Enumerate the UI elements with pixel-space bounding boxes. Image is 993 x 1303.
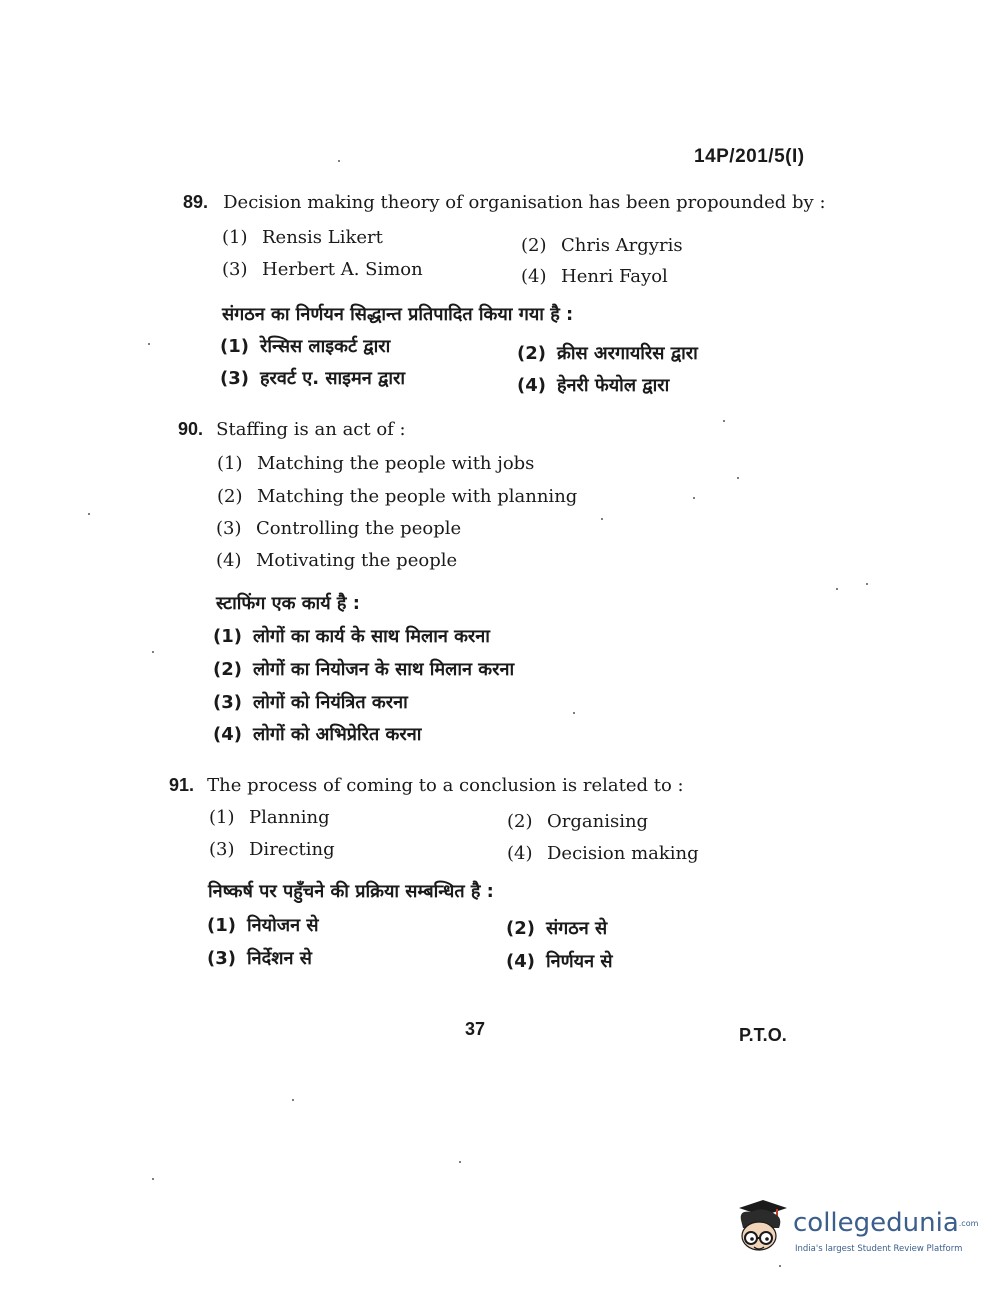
- question-number: 90.: [178, 419, 204, 439]
- hindi-question-text: संगठन का निर्णयन सिद्धान्त प्रतिपादित किया गया है :: [222, 304, 574, 325]
- hindi-option-3: (3) लोगों को नियंत्रित करना: [213, 692, 408, 713]
- option-1: (1) Planning: [209, 807, 330, 828]
- option-4: (4) Decision making: [507, 843, 699, 864]
- hindi-option-4: (4) निर्णयन से: [506, 951, 613, 972]
- question-text: Decision making theory of organisation has been propounded by :: [223, 192, 826, 213]
- option-3: (3) Directing: [209, 839, 335, 860]
- option-3: (3) Controlling the people: [216, 518, 462, 539]
- question-number: 89.: [183, 192, 209, 212]
- student-mascot-icon: [733, 1198, 791, 1258]
- logo-name: collegedunia: [793, 1208, 959, 1238]
- question-text: The process of coming to a conclusion is related to :: [207, 775, 684, 796]
- hindi-option-3: (3) हरवर्ट ए. साइमन द्वारा: [220, 368, 406, 389]
- hindi-option-2: (2) क्रीस अरगायरिस द्वारा: [517, 343, 698, 364]
- hindi-option-2: (2) संगठन से: [506, 918, 608, 939]
- hindi-question-text: स्टाफिंग एक कार्य है :: [216, 593, 360, 614]
- hindi-option-3: (3) निर्देशन से: [207, 948, 312, 969]
- option-2: (2) Matching the people with planning: [217, 486, 578, 507]
- hindi-option-1: (1) रेन्सिस लाइकर्ट द्वारा: [220, 336, 391, 357]
- page-number: 37: [465, 1019, 486, 1039]
- option-2: (2) Organising: [507, 811, 649, 832]
- option-4: (4) Motivating the people: [216, 550, 458, 571]
- paper-code: 14P/201/5(I): [694, 146, 805, 167]
- option-1: (1) Matching the people with jobs: [217, 453, 535, 474]
- option-4: (4) Henri Fayol: [521, 266, 668, 287]
- hindi-option-4: (4) लोगों को अभिप्रेरित करना: [213, 724, 422, 745]
- option-2: (2) Chris Argyris: [521, 235, 683, 256]
- question-number: 91.: [169, 775, 195, 795]
- logo-suffix: .com: [958, 1219, 979, 1228]
- hindi-option-1: (1) लोगों का कार्य के साथ मिलान करना: [213, 626, 490, 647]
- hindi-option-2: (2) लोगों का नियोजन के साथ मिलान करना: [213, 659, 515, 680]
- hindi-option-4: (4) हेनरी फेयोल द्वारा: [517, 375, 670, 396]
- question-text-line: [183, 192, 826, 213]
- question-text: Staffing is an act of :: [216, 419, 406, 440]
- hindi-question-text: निष्कर्ष पर पहुँचने की प्रक्रिया सम्बन्धित है :: [208, 881, 494, 902]
- pto-label: P.T.O.: [739, 1025, 787, 1045]
- question-text-line: [169, 775, 684, 796]
- collegedunia-logo[interactable]: [733, 1198, 979, 1260]
- option-1: (1) Rensis Likert: [222, 227, 383, 248]
- hindi-option-1: (1) नियोजन से: [207, 915, 319, 936]
- question-text-line: [178, 419, 406, 440]
- option-3: (3) Herbert A. Simon: [222, 259, 423, 280]
- logo-tagline: India's largest Student Review Platform: [795, 1244, 963, 1254]
